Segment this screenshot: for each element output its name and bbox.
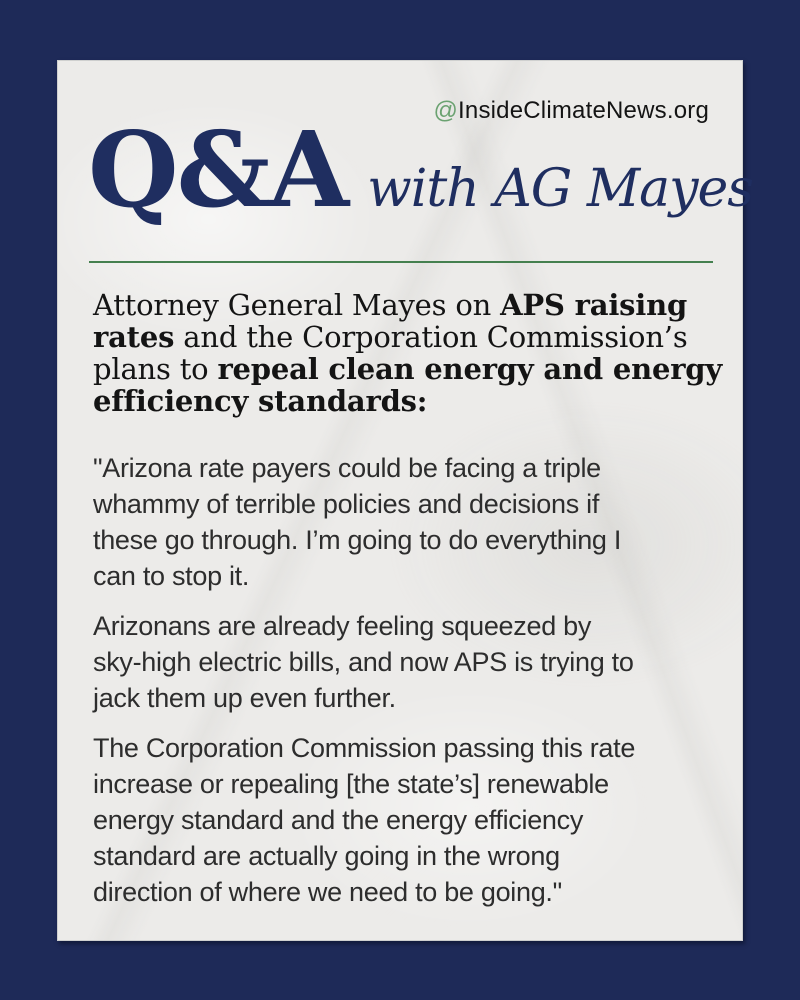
text-line: The Corporation Commission passing this rate (93, 733, 636, 763)
text-line: whammy of terrible policies and decisions if (93, 489, 600, 519)
text-line: standard are actually going in the wrong (93, 841, 560, 871)
content-area (93, 289, 738, 924)
text-line: jack them up even further. (93, 683, 396, 713)
text-line: rates and the Corporation Commission’s (93, 320, 688, 354)
text-line: these go through. I’m going to do everything I (93, 525, 622, 555)
quote-paragraph (93, 608, 738, 716)
title-qa: Q&A (88, 108, 348, 231)
text-line: plans to repeal clean energy and energy (93, 352, 723, 386)
text-line: Attorney General Mayes on APS raising (93, 288, 688, 322)
quote-paragraph (93, 450, 738, 594)
intro-paragraph (93, 289, 738, 417)
text-line: efficiency standards: (93, 384, 428, 418)
at-symbol-icon: @ (433, 97, 459, 124)
text-line: direction of where we need to be going." (93, 877, 562, 907)
quote-paragraph (93, 730, 738, 910)
green-divider (89, 261, 713, 263)
quote-body (93, 450, 738, 910)
text-line: Arizonans are already feeling squeezed by (93, 611, 592, 641)
text-line: sky-high electric bills, and now APS is trying to (93, 647, 634, 677)
title-subtitle: with AG Mayes (367, 159, 753, 219)
text-line: "Arizona rate payers could be facing a triple (93, 453, 601, 483)
text-line: energy standard and the energy efficiency (93, 805, 584, 835)
paper-card (57, 60, 753, 941)
handle-domain: InsideClimateNews.org (458, 97, 709, 124)
text-line: increase or repealing [the state’s] renewable (93, 769, 609, 799)
text-line: can to stop it. (93, 561, 250, 591)
